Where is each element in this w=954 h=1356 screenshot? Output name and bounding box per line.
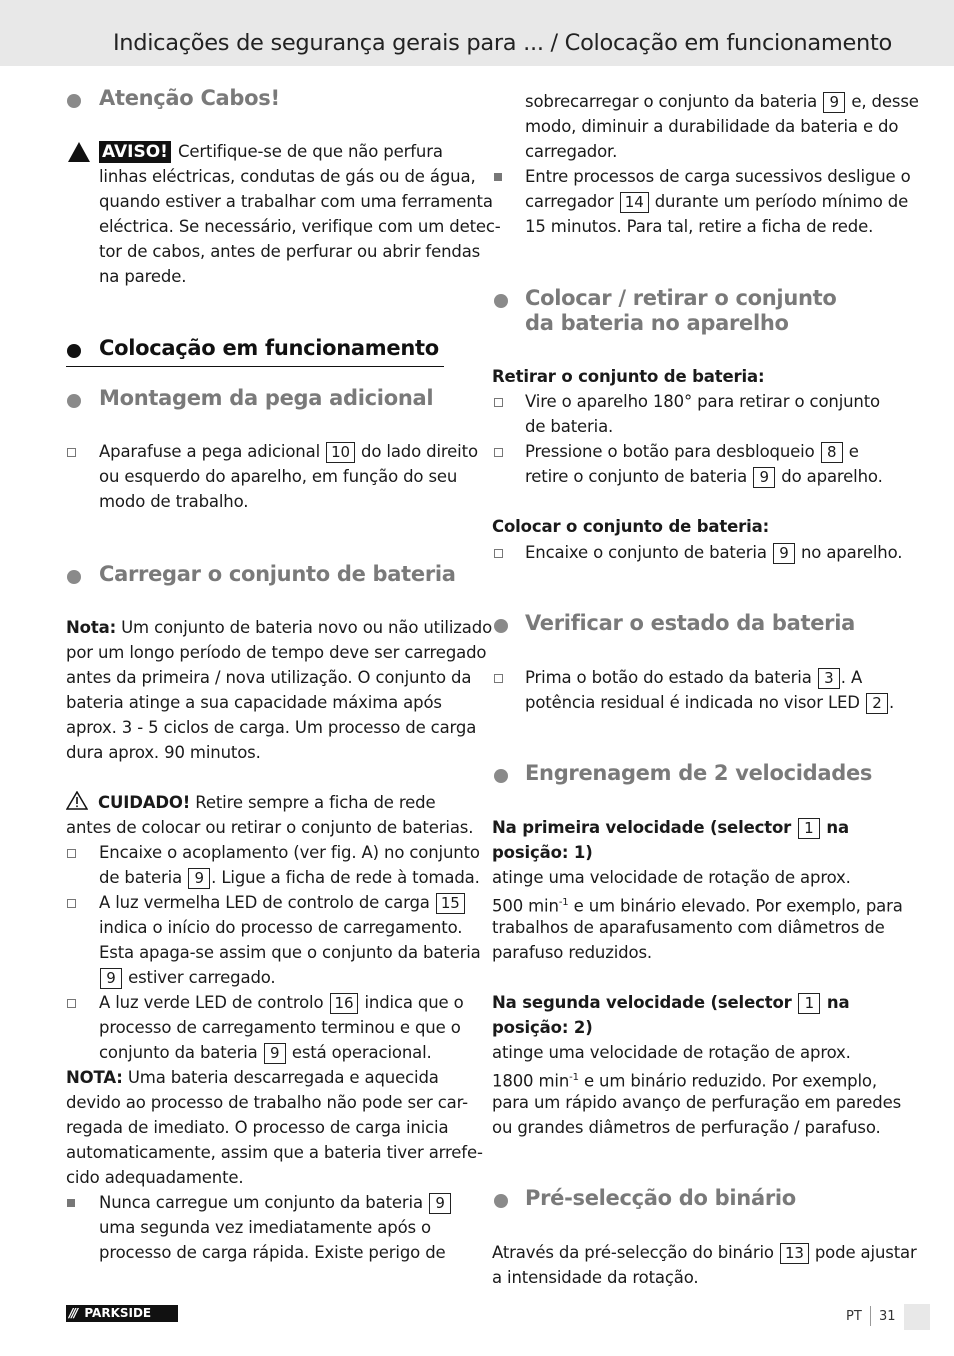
text: Retire sempre a ficha de rede — [195, 793, 436, 812]
part-number: 9 — [773, 543, 795, 564]
text-line: automaticamente, assim que a bateria tiver arrefe- — [66, 1143, 483, 1162]
list-item — [525, 439, 859, 464]
list-bullet-icon — [494, 398, 503, 407]
text-line: Certifique-se de que não perfura — [178, 142, 443, 161]
text-line: por um longo período de tempo deve ser carregado — [66, 643, 487, 662]
text: conjunto da bateria — [99, 1043, 258, 1062]
text-line: Vire o aparelho 180° para retirar o conjunto — [525, 392, 881, 411]
text: no aparelho. — [801, 543, 903, 562]
list-item — [525, 189, 908, 214]
text: A luz vermelha LED de controlo de carga — [99, 893, 430, 912]
text: retire o conjunto de bateria — [525, 467, 748, 486]
section-bullet-icon — [494, 619, 508, 633]
section-bullet-icon — [67, 94, 81, 108]
part-number: 14 — [620, 192, 649, 213]
section-bullet-icon — [67, 394, 81, 408]
text: Encaixe o conjunto de bateria — [525, 543, 767, 562]
text-line: carregador. — [525, 142, 618, 161]
text: sobrecarregar o conjunto da bateria — [525, 92, 818, 111]
warning-label: AVISO! — [99, 141, 171, 163]
text-line: Encaixe o acoplamento (ver fig. A) no conjunto — [99, 843, 480, 862]
text-line: ou esquerdo do aparelho, em função do seu — [99, 467, 458, 486]
text-line — [492, 1240, 917, 1265]
part-number: 3 — [818, 668, 840, 689]
text-line: antes de colocar ou retirar o conjunto de baterias. — [66, 818, 474, 837]
part-number: 9 — [429, 1193, 451, 1214]
section-bullet-icon — [494, 769, 508, 783]
section-title-battery-insert-l2: da bateria no aparelho — [525, 311, 789, 335]
text-line: Entre processos de carga sucessivos desligue o — [525, 167, 911, 186]
text: carregador — [525, 192, 614, 211]
text-line: processo de carregamento terminou e que o — [99, 1018, 461, 1037]
part-number: 16 — [330, 993, 359, 1014]
text-line: tor de cabos, antes de perfurar ou abrir fendas — [99, 242, 481, 261]
text: de bateria — [99, 868, 183, 887]
text-line: uma segunda vez imediatamente após o — [99, 1218, 431, 1237]
list-bullet-icon — [494, 674, 503, 683]
list-item — [99, 990, 464, 1015]
part-number: 9 — [264, 1043, 286, 1064]
list-bullet-icon — [494, 448, 503, 457]
part-number: 9 — [753, 467, 775, 488]
part-number: 10 — [326, 442, 355, 463]
text: Através da pré-selecção do binário — [492, 1243, 774, 1262]
list-bullet-icon — [494, 173, 502, 181]
text: Na primeira velocidade (selector — [492, 818, 792, 837]
text-line: regada de imediato. O processo de carga inicia — [66, 1118, 449, 1137]
part-number: 8 — [821, 442, 843, 463]
part-number: 9 — [100, 968, 122, 989]
list-item — [99, 1040, 432, 1065]
section-title-charge: Carregar o conjunto de bateria — [99, 562, 456, 586]
list-item — [99, 965, 276, 990]
text-line: parafuso reduzidos. — [492, 943, 652, 962]
superscript: -1 — [558, 897, 569, 908]
text-line: bateria atinge a sua capacidade máxima após — [66, 693, 442, 712]
note-label: Nota: — [66, 618, 117, 637]
text: e, desse — [851, 92, 919, 111]
section-title-gears: Engrenagem de 2 velocidades — [525, 761, 873, 785]
list-item — [525, 665, 862, 690]
section-bullet-icon — [67, 344, 81, 358]
section-title-operation: Colocação em funcionamento — [99, 336, 439, 360]
text: 1800 min — [492, 1071, 570, 1091]
text-line: de bateria. — [525, 417, 614, 436]
text: Prima o botão do estado da bateria — [525, 668, 812, 687]
subheading-insert: Colocar o conjunto de bateria: — [492, 517, 770, 536]
logo-text: PARKSIDE — [84, 1306, 152, 1320]
list-item — [99, 1190, 452, 1215]
text-line: a intensidade da rotação. — [492, 1268, 699, 1287]
section-bullet-icon — [494, 294, 508, 308]
text-line: quando estiver a trabalhar com uma ferramenta — [99, 192, 493, 211]
caution-label: CUIDADO! — [98, 793, 191, 812]
subheading-gear2-l2: posição: 2) — [492, 1018, 593, 1037]
text: . A — [840, 668, 863, 687]
text: estiver carregado. — [128, 968, 276, 987]
text: . Ligue a ficha de rede à tomada. — [211, 868, 480, 887]
subheading-gear1-l2: posição: 1) — [492, 843, 593, 862]
list-item — [99, 865, 480, 890]
list-item — [99, 890, 466, 915]
list-bullet-icon — [494, 549, 503, 558]
text-line: atinge uma velocidade de rotação de aprox. — [492, 1043, 851, 1062]
note-line — [66, 615, 492, 640]
section-title-battery-insert: Colocar / retirar o conjunto — [525, 286, 837, 310]
page-header — [0, 0, 954, 66]
note-line — [66, 1065, 439, 1090]
text: Um conjunto de bateria novo ou não utilizado — [121, 618, 493, 637]
list-item — [525, 540, 902, 565]
text: e um binário reduzido. Por exemplo, — [583, 1071, 877, 1091]
page-title: Indicações de segurança gerais para ... / Colocação em funcionamento — [112, 30, 892, 56]
text: do aparelho. — [781, 467, 883, 486]
text: na — [826, 818, 849, 837]
logo-stripes-icon: /// — [69, 1306, 77, 1320]
text-line: atinge uma velocidade de rotação de aprox. — [492, 868, 851, 887]
subheading-gear2 — [492, 990, 849, 1015]
part-number: 13 — [780, 1243, 809, 1264]
list-bullet-icon — [67, 1199, 75, 1207]
section-divider — [66, 366, 444, 367]
text-line: para um rápido avanço de perfuração em paredes — [492, 1093, 902, 1112]
text-line: trabalhos de aparafusamento com diâmetros de — [492, 918, 885, 937]
text: Pressione o botão para desbloqueio — [525, 442, 815, 461]
list-item — [99, 439, 478, 464]
text: . — [888, 693, 895, 712]
list-bullet-icon — [67, 999, 76, 1008]
text-line: modo, diminuir a durabilidade da bateria e do — [525, 117, 899, 136]
subheading-remove: Retirar o conjunto de bateria: — [492, 367, 765, 386]
text: potência residual é indicada no visor LED — [525, 693, 860, 712]
part-number: 1 — [798, 993, 820, 1014]
text-line: processo de carga rápida. Existe perigo de — [99, 1243, 446, 1262]
text: 500 min — [492, 896, 559, 916]
text: indica que o — [364, 993, 464, 1012]
warning-triangle-icon — [68, 142, 90, 162]
list-item — [525, 690, 894, 715]
language-code: PT — [846, 1309, 862, 1324]
section-title-torque: Pré-selecção do binário — [525, 1186, 796, 1210]
superscript: -1 — [569, 1072, 579, 1083]
list-item — [525, 464, 883, 489]
text-line: eléctrica. Se necessário, verifique com um detec- — [99, 217, 501, 236]
text: Na segunda velocidade (selector — [492, 993, 792, 1012]
text: durante um período mínimo de — [654, 192, 909, 211]
text-line: cido adequadamente. — [66, 1168, 244, 1187]
text-line: na parede. — [99, 267, 187, 286]
part-number: 9 — [188, 868, 210, 889]
caution-line — [98, 790, 436, 815]
part-number: 9 — [823, 92, 845, 113]
section-bullet-icon — [67, 570, 81, 584]
list-bullet-icon — [67, 849, 76, 858]
text-line: devido ao processo de trabalho não pode ser car- — [66, 1093, 468, 1112]
text: Aparafuse a pega adicional — [99, 442, 321, 461]
section-title-cables: Atenção Cabos! — [99, 86, 280, 110]
text-line: modo de trabalho. — [99, 492, 249, 511]
page-number: 31 — [879, 1309, 896, 1324]
section-bullet-icon — [494, 1194, 508, 1208]
part-number: 15 — [436, 893, 465, 914]
text: pode ajustar — [814, 1243, 917, 1262]
text-line: dura aprox. 90 minutos. — [66, 743, 261, 762]
subheading-gear1 — [492, 815, 849, 840]
list-bullet-icon — [67, 448, 76, 457]
text: do lado direito — [361, 442, 478, 461]
part-number: 1 — [798, 818, 820, 839]
text-line: indica o início do processo de carregamento. — [99, 918, 463, 937]
text-line: 15 minutos. Para tal, retire a ficha de rede. — [525, 217, 874, 236]
text: e um binário elevado. Por exemplo, para — [573, 896, 903, 916]
section-title-handle: Montagem da pega adicional — [99, 386, 434, 410]
caution-triangle-icon — [66, 791, 88, 810]
brand-logo — [66, 1305, 178, 1322]
text-line: ou grandes diâmetros de perfuração / parafuso. — [492, 1118, 881, 1137]
footer-tab-marker — [904, 1304, 930, 1330]
text: na — [826, 993, 850, 1012]
note-label: NOTA: — [66, 1068, 123, 1087]
list-item — [525, 89, 919, 114]
text: A luz verde LED de controlo — [99, 993, 324, 1012]
text: e — [848, 442, 859, 461]
footer-divider — [870, 1306, 871, 1326]
text-line: aprox. 3 - 5 ciclos de carga. Um processo de carga — [66, 718, 477, 737]
text-line: linhas eléctricas, condutas de gás ou de água, — [99, 167, 476, 186]
list-bullet-icon — [67, 899, 76, 908]
section-title-battery-state: Verificar o estado da bateria — [525, 611, 856, 635]
text: Nunca carregue um conjunto da bateria — [99, 1193, 423, 1212]
text: Uma bateria descarregada e aquecida — [127, 1068, 439, 1087]
text-line: antes da primeira / nova utilização. O conjunto da — [66, 668, 472, 687]
text-line: Esta apaga-se assim que o conjunto da bateria — [99, 943, 481, 962]
text: está operacional. — [291, 1043, 432, 1062]
part-number: 2 — [866, 693, 888, 714]
